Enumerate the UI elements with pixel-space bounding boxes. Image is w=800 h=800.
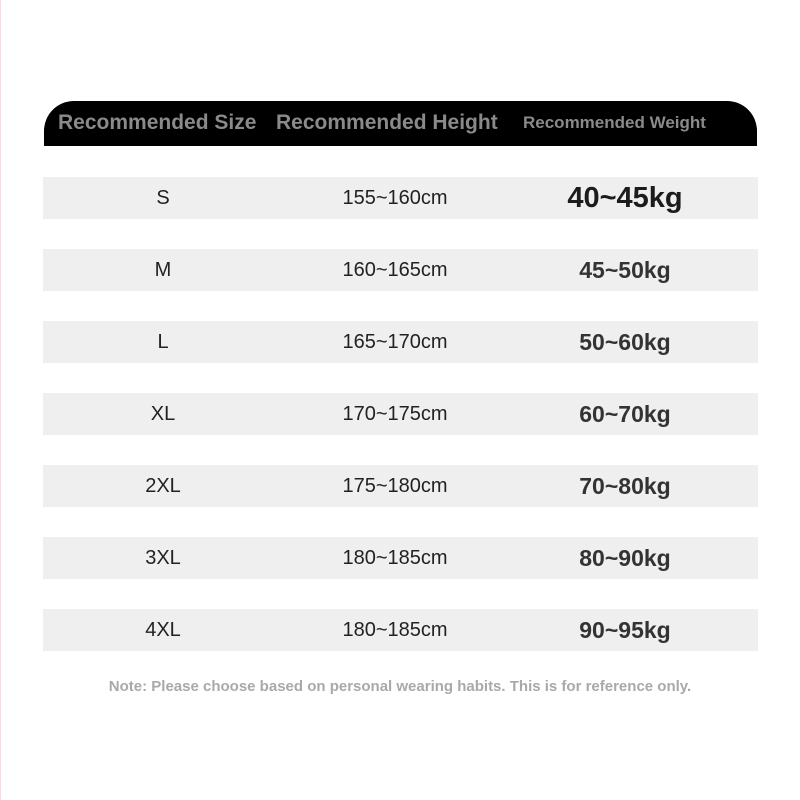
height-cell: 180~185cm <box>342 619 448 641</box>
table-row-4xl <box>43 609 758 651</box>
weight-cell: 45~50kg <box>579 257 671 283</box>
height-cell: 180~185cm <box>342 547 448 569</box>
header-weight: Recommended Weight <box>523 113 706 132</box>
table-header <box>44 101 757 146</box>
size-cell: 3XL <box>145 547 181 569</box>
header-size: Recommended Size <box>58 111 257 134</box>
weight-cell: 90~95kg <box>579 617 671 643</box>
header-height: Recommended Height <box>276 111 498 134</box>
table-row-2xl <box>43 465 758 507</box>
table-row-3xl <box>43 537 758 579</box>
height-cell: 165~170cm <box>342 331 448 353</box>
weight-cell: 60~70kg <box>579 401 671 427</box>
size-cell: M <box>154 259 172 281</box>
weight-cell: 70~80kg <box>579 473 671 499</box>
table-row-m <box>43 249 758 291</box>
reference-note: Note: Please choose based on personal wearing habits. This is for reference only. <box>108 678 692 695</box>
size-cell: S <box>156 187 170 209</box>
height-cell: 175~180cm <box>342 475 448 497</box>
height-cell: 155~160cm <box>342 187 448 209</box>
size-cell: XL <box>150 403 176 425</box>
height-cell: 160~165cm <box>342 259 448 281</box>
table-row-l <box>43 321 758 363</box>
height-cell: 170~175cm <box>342 403 448 425</box>
weight-cell: 50~60kg <box>579 329 671 355</box>
table-row-xl <box>43 393 758 435</box>
weight-cell: 80~90kg <box>579 545 671 571</box>
table-row-s <box>43 177 758 219</box>
size-cell: 2XL <box>145 475 181 497</box>
size-cell: L <box>157 331 169 353</box>
weight-cell: 40~45kg <box>567 182 683 214</box>
size-cell: 4XL <box>145 619 181 641</box>
